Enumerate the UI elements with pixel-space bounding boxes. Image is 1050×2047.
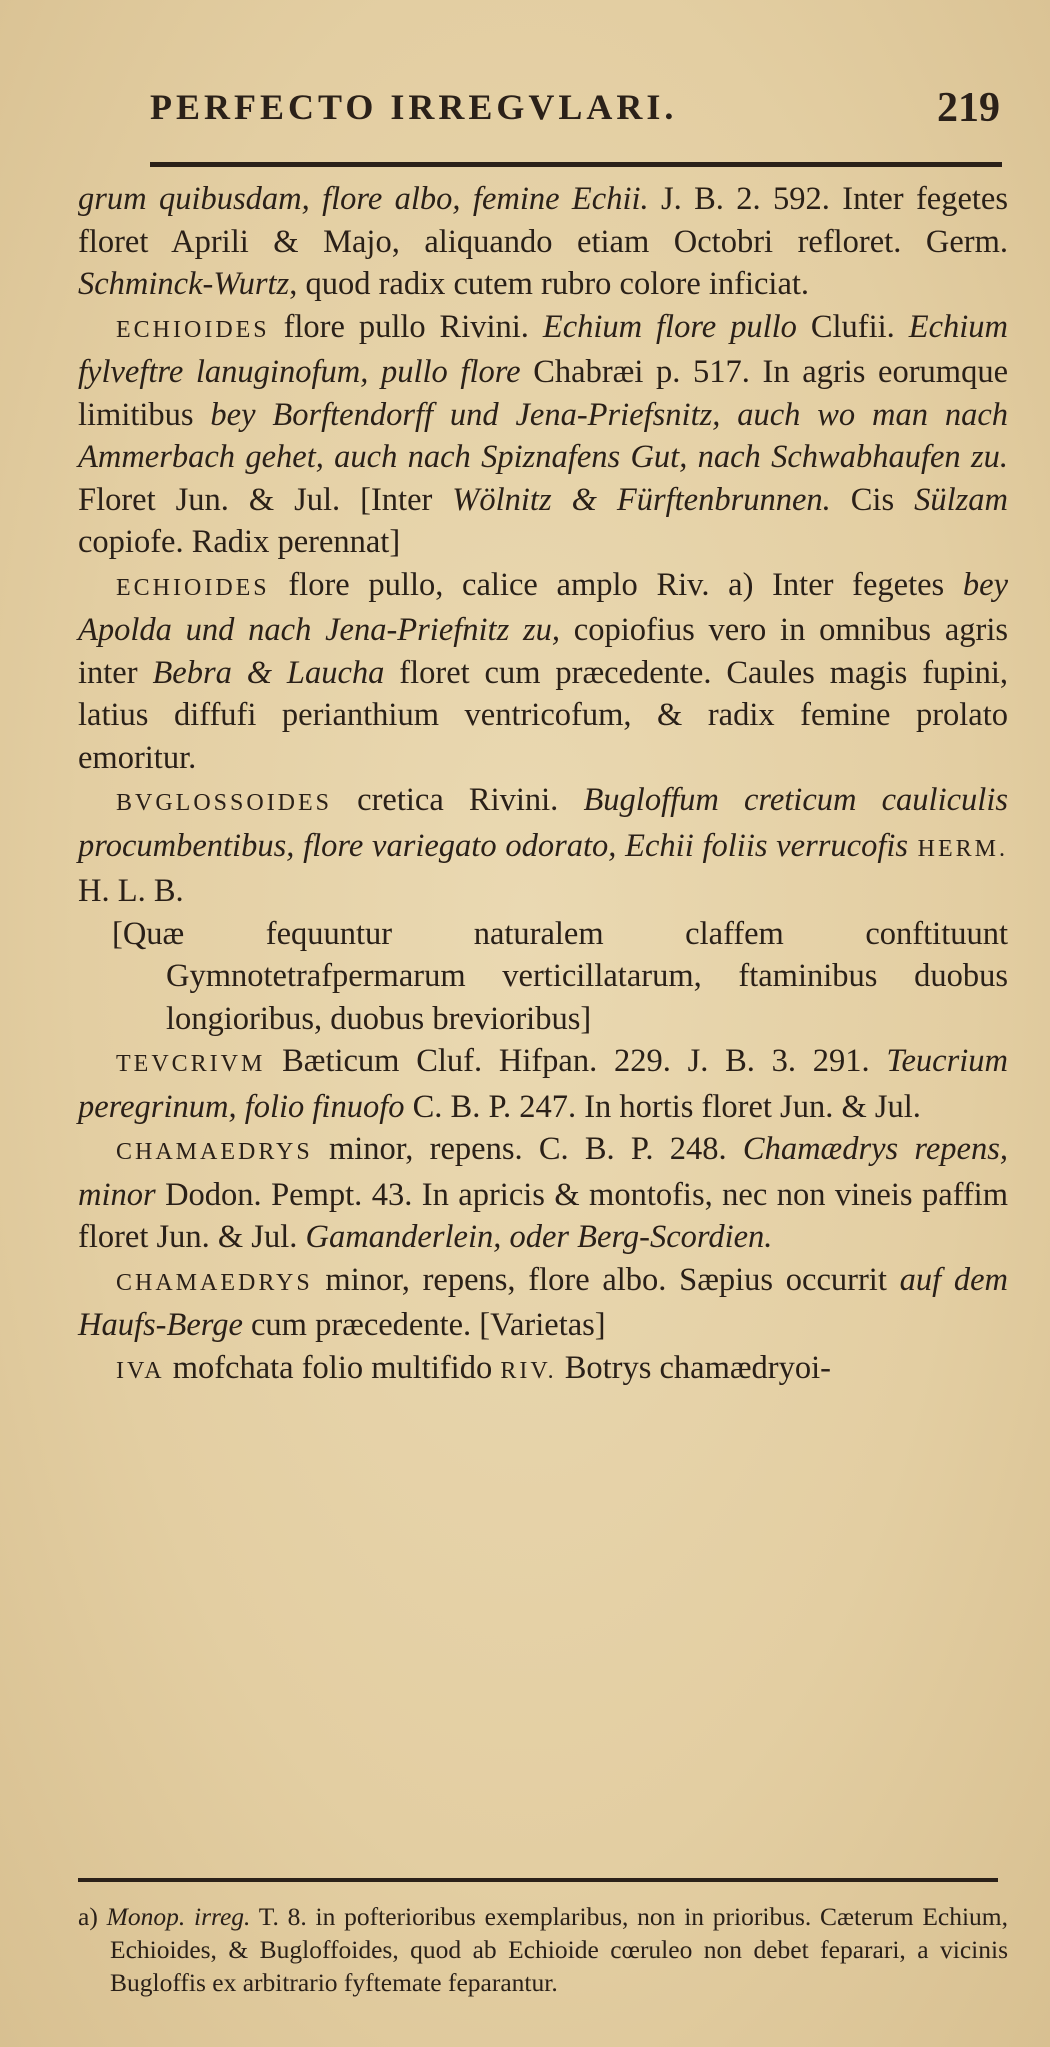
footnote-marker: a) [78, 1902, 98, 1931]
entry-iva [78, 1347, 1008, 1393]
text-italic: bey Borftendorff und Jena-Priefsnitz, auch wo man nach Ammerbach gehet, auch nach Spiznafens Gut, nach Schwabhaufen zu. [78, 396, 1008, 475]
class-note [78, 913, 1008, 1041]
text: floret cum præcedente. Caules magis fupini, latius diffufi perianthium ventricofum, & radix femine prolato emoritur. [78, 654, 1008, 776]
entry-chamaedrys-1 [78, 1128, 1008, 1259]
text-italic: Chamædrys repens, minor [78, 1131, 1008, 1213]
text-italic: auf dem Haufs-Berge [78, 1261, 1008, 1343]
entry-heading: TEVCRIVM [116, 1051, 266, 1077]
footnote-rule [78, 1878, 998, 1882]
text-italic: Monop. irreg. [106, 1902, 251, 1931]
text: Clufii. [796, 308, 909, 345]
text: [Quæ fequuntur naturalem claffem conftituunt Gymnotetrafpermarum verticillatarum, ftaminibus duobus longioribus, duobus brevioribus] [112, 915, 1008, 1037]
text: flore pullo Rivini. [269, 308, 543, 345]
entry-echioides-2 [78, 564, 1008, 780]
text-italic: grum quibusdam, flore albo, femine Echii. [78, 181, 649, 217]
text-italic: bey Apolda und nach Jena-Priefnitz zu, [78, 566, 1008, 648]
page-number: 219 [937, 85, 1000, 131]
text-italic: Schminck-Wurtz [78, 266, 290, 302]
text: Dodon. Pempt. 43. In apricis & montofis, nec non vineis paffim floret Jun. & Jul. [78, 1176, 1008, 1255]
entry-heading: CHAMAEDRYS [116, 1269, 313, 1296]
text: Chabræi p. 517. In agris eorumque limitibus [78, 354, 1008, 433]
entry-buglossoides [78, 779, 1008, 913]
text: flore pullo, calice amplo Riv. a) Inter fegetes [269, 566, 963, 603]
text-italic: Echium flore pullo [542, 308, 797, 345]
text: J. B. 2. 592. Inter fegetes floret Aprili & Majo, aliquando etiam Octobri refloret. Germ. [78, 181, 1008, 260]
running-head: PERFECTO IRREGVLARI. [150, 87, 678, 127]
text: Botrys chamædryoi- [556, 1349, 831, 1386]
text: H. L. B. [78, 873, 184, 909]
entry-heading: BVGLOSSOIDES [116, 790, 333, 816]
text: Floret Jun. & Jul. [Inter [78, 481, 453, 518]
footnote [78, 1900, 1008, 1999]
entry-heading: ECHIOIDES [116, 316, 270, 343]
text: mofchata folio multifido [164, 1349, 501, 1386]
text: cretica Rivini. [332, 782, 584, 818]
text: T. 8. in pofterioribus exemplaribus, non in prioribus. Cæterum Echium, Echioides, & Bugloffoides, quod ab Echioide cœruleo non debet feparari, a vicinis Bugloffis ex arbitrario fyftemate feparantur. [110, 1902, 1009, 1997]
footnote-text [78, 1900, 1008, 1999]
text: minor, repens, flore albo. Sæpius occurrit [312, 1261, 900, 1298]
text: , quod radix cutem rubro colore inficiat. [289, 266, 810, 302]
text: Cis [830, 481, 915, 518]
text: minor, repens. C. B. P. 248. [312, 1131, 743, 1167]
entry-heading: IVA [116, 1357, 165, 1384]
paragraph-echium-continued [78, 178, 1008, 306]
author-abbrev: HERM. [908, 835, 1008, 862]
text: C. B. P. 247. In hortis floret Jun. & Jul. [404, 1088, 921, 1125]
entry-heading: CHAMAEDRYS [116, 1139, 313, 1165]
entry-teucrium [78, 1040, 1008, 1128]
text-italic: Teucrium peregrinum, folio finuofo [78, 1043, 1008, 1125]
text-italic: Sülzam [914, 481, 1008, 518]
author-abbrev: RIV. [500, 1357, 557, 1384]
text-italic: Gamanderlein, oder Berg-Scordien. [305, 1219, 773, 1255]
page-header [150, 86, 1010, 146]
text: copiofius vero in omnibus agris inter [78, 612, 1008, 691]
text-italic: Bebra & Laucha [152, 654, 385, 691]
text-italic: Bugloffum creticum cauliculis procumbentibus, flore variegato odorato, Echii foliis verrucofis [78, 782, 1008, 864]
text: Bæticum Cluf. Hifpan. 229. J. B. 3. 291. [265, 1043, 887, 1079]
text: copiofe. Radix perennat] [78, 524, 401, 560]
entry-heading: ECHIOIDES [116, 574, 270, 601]
text: cum præcedente. [Varietas] [242, 1307, 606, 1343]
text-italic: Echium fylveftre lanuginofum, pullo flore [78, 308, 1008, 390]
main-text [78, 178, 1008, 1392]
text-italic: Wölnitz & Fürftenbrunnen. [452, 481, 831, 518]
header-rule [150, 162, 1002, 167]
entry-chamaedrys-2 [78, 1259, 1008, 1347]
entry-echioides-1 [78, 306, 1008, 564]
